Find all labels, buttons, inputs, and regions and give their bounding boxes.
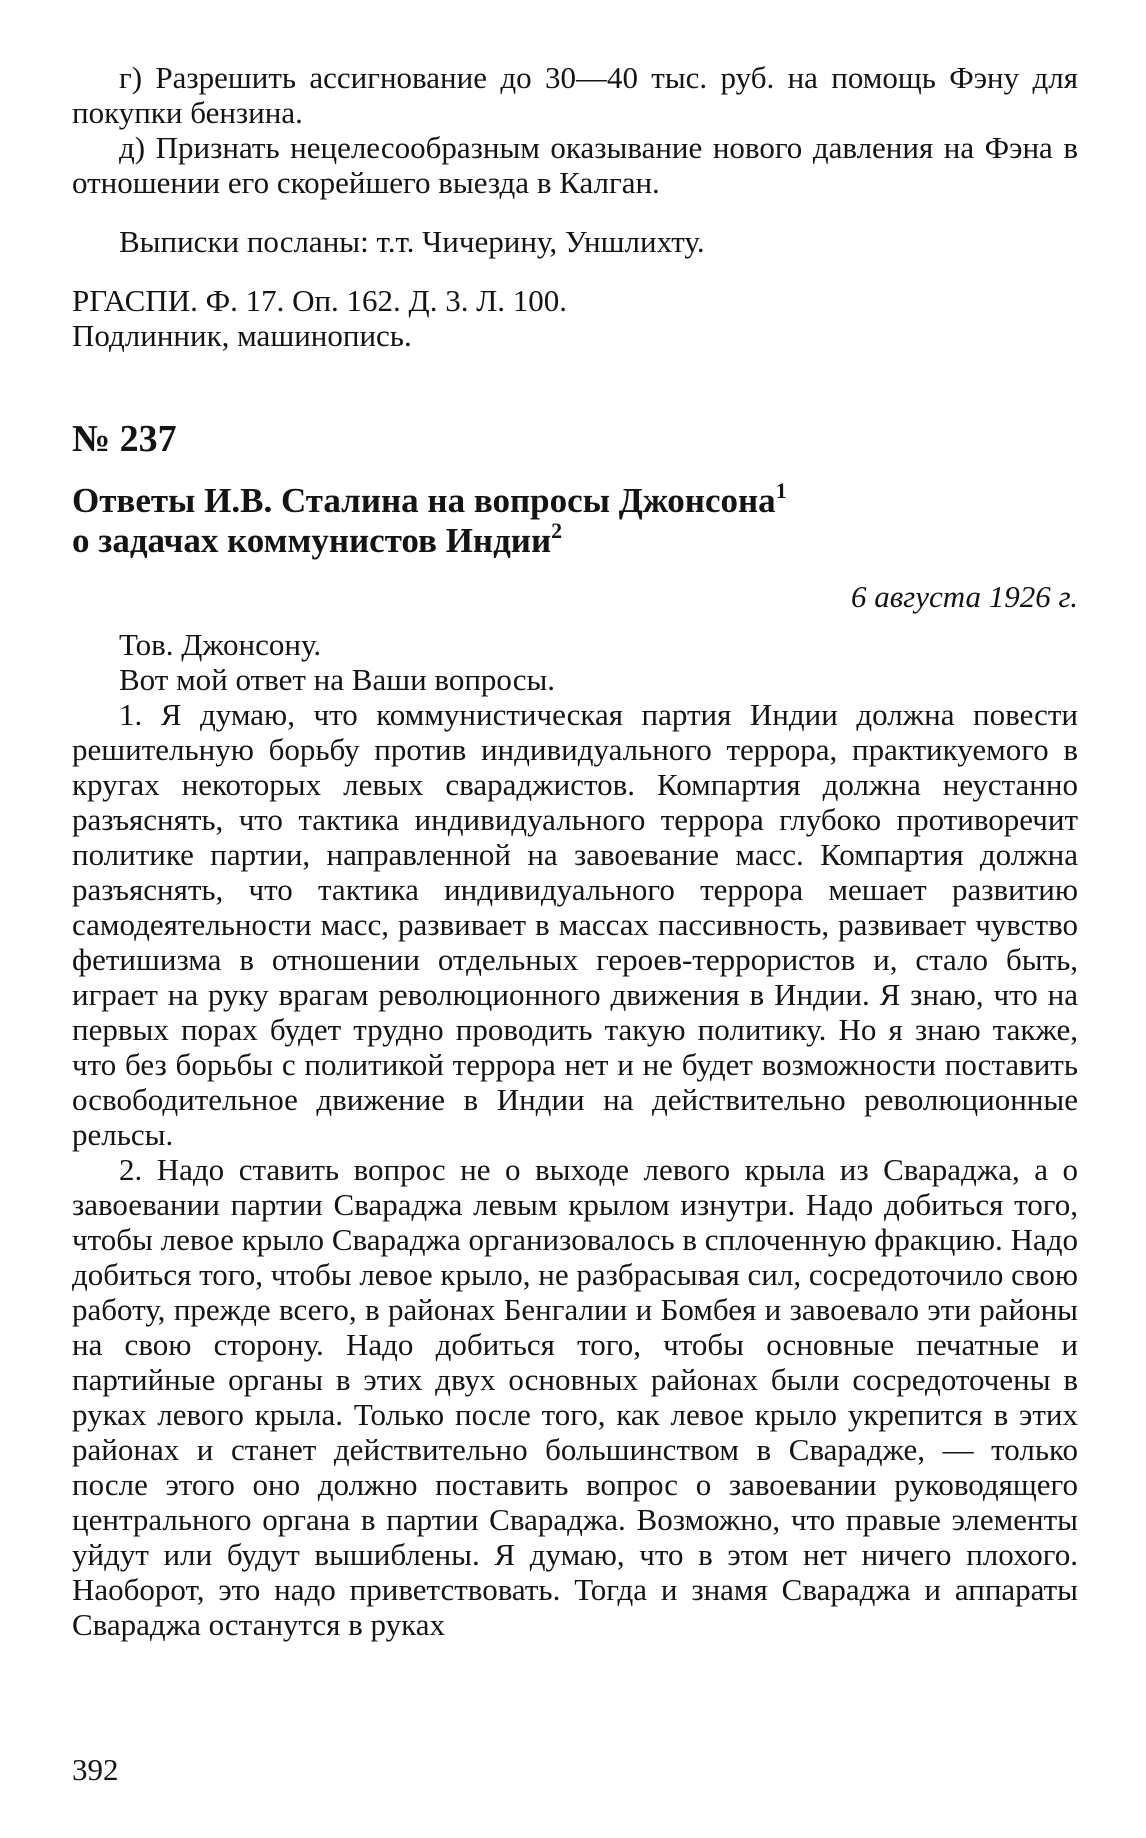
document-title-part2: о задачах коммунистов Индии: [72, 521, 552, 560]
page-number: 392: [72, 1752, 119, 1787]
footnote-ref-1: 1: [775, 478, 787, 503]
archive-reference: [72, 283, 1078, 353]
point-2-paragraph: 2. Надо ставить вопрос не о выходе левого крыла из Свараджа, а о завоевании партии Свараджа левым крылом изнутри. Надо добиться того, чтобы левое крыло Свараджа организовалось в сплоченную фракцию. Надо добиться того, чтобы левое крыло, не разбрасывая сил, сосредоточило свою работу, прежде всего, в районах Бенгалии и Бомбея и завоевало эти районы на свою сторону. Надо добиться того, чтобы основные печатные и партийные органы в этих двух основных районах были сосредоточены в руках левого крыла. Только после того, как левое крыло укрепится в этих районах и станет действительно большинством в Сварадже, — только после этого оно должно поставить вопрос о завоевании руководящего центрального органа в партии Свараджа. Возможно, что правые элементы уйдут или будут вышиблены. Я думаю, что в этом нет ничего плохого. Наоборот, это надо приветствовать. Тогда и знамя Свараджа и аппараты Свараджа останутся в руках: [72, 1152, 1078, 1642]
document-title-line1: [72, 478, 1078, 521]
document-title-line2: [72, 518, 1078, 561]
extracts-sent-line: Выписки посланы: т.т. Чичерину, Уншлихту.: [119, 224, 705, 259]
document-page: [72, 60, 1078, 1642]
salutation: Тов. Джонсону.: [119, 627, 322, 662]
document-number: № 237: [72, 418, 177, 460]
intro-line: Вот мой ответ на Ваши вопросы.: [119, 662, 556, 697]
document-title-part1: Ответы И.В. Сталина на вопросы Джонсона: [72, 481, 776, 520]
item-d-paragraph: д) Признать нецелесообразным оказывание нового давления на Фэна в отношении его скорейшего выезда в Калган.: [72, 130, 1078, 200]
footnote-ref-2: 2: [551, 518, 563, 543]
document-title: [72, 478, 1078, 561]
point-1-paragraph: 1. Я думаю, что коммунистическая партия Индии должна повести решительную борьбу против индивидуального террора, практикуемого в кругах некоторых левых свараджистов. Компартия должна неустанно разъяснять, что тактика индивидуального террора глубоко противоречит политике партии, направленной на завоевание масс. Компартия должна разъяснять, что тактика индивидуального террора мешает развитию самодеятельности масс, развивает в массах пассивность, развивает чувство фетишизма в отношении отдельных героев-террористов и, стало быть, играет на руку врагам революционного движения в Индии. Я знаю, что на первых порах будет трудно проводить такую политику. Но я знаю также, что без борьбы с политикой террора нет и не будет возможности поставить освободительное движение в Индии на действительно революционные рельсы.: [72, 697, 1078, 1152]
archive-reference-line: РГАСПИ. Ф. 17. Оп. 162. Д. 3. Л. 100.: [72, 283, 567, 318]
archive-original-note: Подлинник, машинопись.: [72, 318, 412, 353]
item-g-paragraph: г) Разрешить ассигнование до 30—40 тыс. руб. на помощь Фэну для покупки бензина.: [72, 60, 1078, 130]
document-date: 6 августа 1926 г.: [850, 579, 1078, 614]
